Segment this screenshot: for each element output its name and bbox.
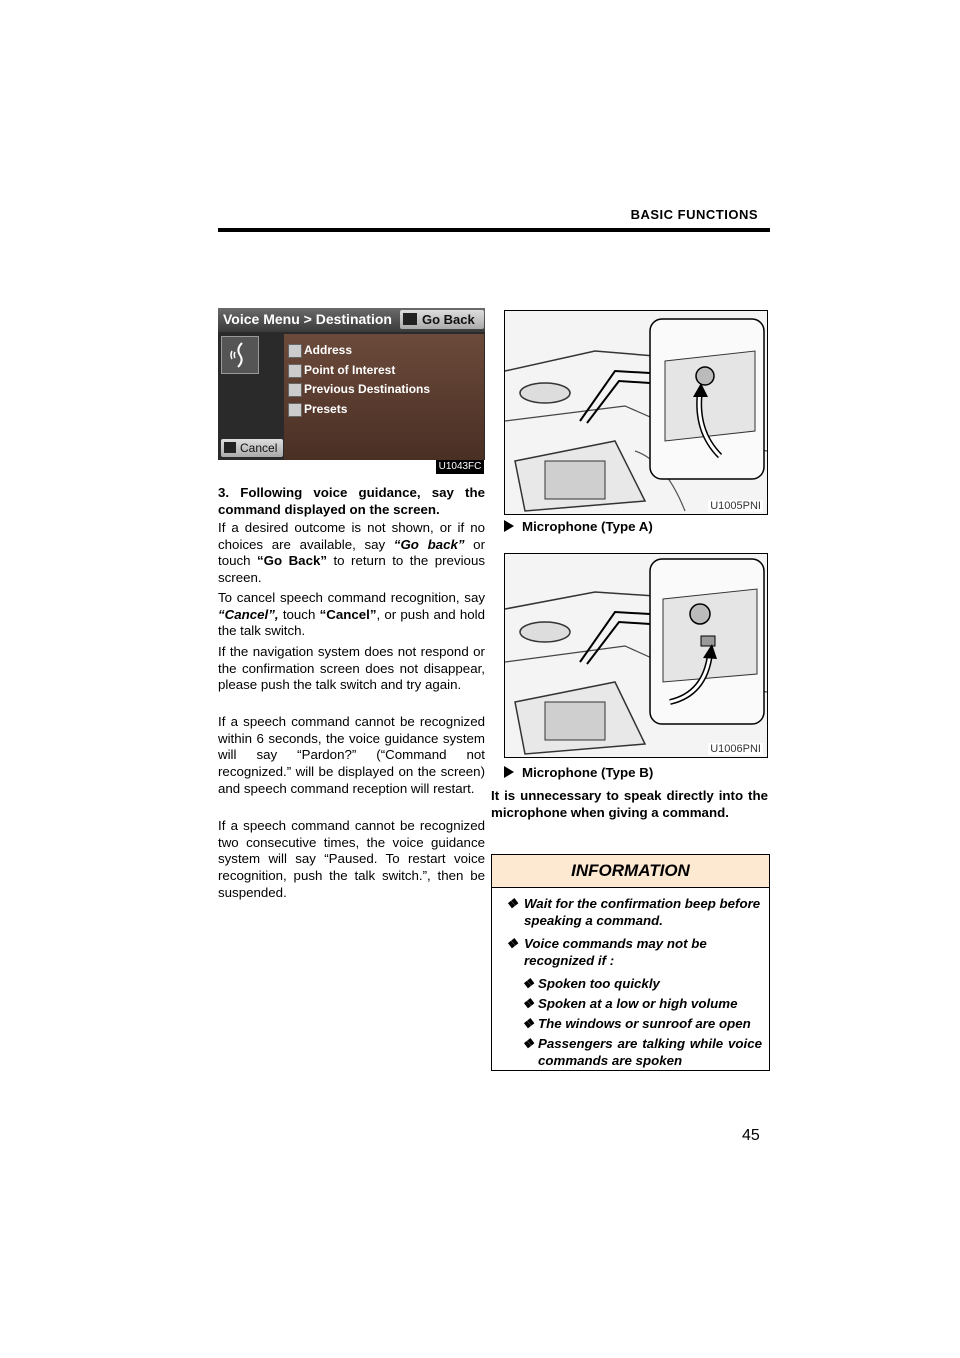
caption-type-b: Microphone (Type B) (504, 765, 653, 780)
bullet-icon: ❖ (522, 996, 534, 1011)
header-rule (218, 228, 770, 232)
paragraph-paused: If a speech command cannot be recognized two consecutive times, the voice guidance system will say “Paused. To restart voice recognition, push the talk switch.”, then be suspended. (218, 818, 485, 900)
photo-a-code: U1005PNI (710, 500, 761, 512)
screen-title: Voice Menu > Destination (223, 311, 392, 327)
info-sub-2: ❖ Spoken at a low or high volume (522, 996, 738, 1011)
image-code: U1043FC (436, 460, 484, 474)
info-bullet-2: ❖ Voice commands may not be recognized if : (506, 936, 707, 968)
menu-item-label: Address (304, 343, 353, 357)
back-icon (403, 313, 417, 325)
info-sub-3: ❖ The windows or sunroof are open (522, 1016, 751, 1031)
caption-type-a: Microphone (Type A) (504, 519, 653, 534)
photo-b-code: U1006PNI (710, 743, 761, 755)
paragraph-no-response: If the navigation system does not respond or the confirmation screen does not disappear, please push the talk switch and try again. (218, 644, 485, 693)
go-back-label: Go Back (422, 312, 475, 327)
menu-item-label: Point of Interest (304, 363, 396, 377)
info-sub-1: ❖ Spoken too quickly (522, 976, 660, 991)
microphone-photo-b (504, 553, 768, 758)
arrow-right-icon (504, 766, 514, 778)
section-title: BASIC FUNCTIONS (630, 207, 758, 222)
paragraph-cancel: To cancel speech command recognition, say “Cancel”, touch “Cancel”, or push and hold the talk switch. (218, 590, 485, 639)
check-icon (288, 403, 302, 417)
arrow-right-icon (504, 520, 514, 532)
information-title: INFORMATION (492, 855, 769, 888)
bullet-icon: ❖ (506, 896, 518, 911)
check-icon (288, 383, 302, 397)
voice-icon (221, 336, 259, 374)
information-box (491, 854, 770, 1071)
menu-panel (284, 334, 484, 460)
voice-menu-screenshot (218, 308, 485, 460)
microphone-note: It is unnecessary to speak directly into the microphone when giving a command. (491, 788, 768, 820)
bullet-icon: ❖ (522, 1036, 534, 1051)
page-number: 45 (742, 1127, 760, 1144)
paragraph-pardon: If a speech command cannot be recognized within 6 seconds, the voice guidance system will say “Pardon?” (“Command not recognized.” will be displayed on the screen) and speech command reception will restart. (218, 714, 485, 796)
microphone-photo-a (504, 310, 768, 515)
info-sub-4: ❖ Passengers are talking while voice commands are spoken (522, 1036, 762, 1068)
paragraph-go-back: If a desired outcome is not shown, or if no choices are available, say “Go back” or touch “Go Back” to return to the previous screen. (218, 520, 486, 586)
cancel-icon (224, 442, 236, 453)
info-bullet-1: ❖ Wait for the confirmation beep before speaking a command. (506, 896, 761, 928)
check-icon (288, 344, 302, 358)
menu-item-label: Presets (304, 402, 348, 416)
bullet-icon: ❖ (522, 976, 534, 991)
screen-title-bar (218, 308, 485, 332)
cancel-label: Cancel (240, 441, 278, 455)
cancel-button[interactable] (221, 439, 283, 457)
check-icon (288, 364, 302, 378)
bullet-icon: ❖ (522, 1016, 534, 1031)
bullet-icon: ❖ (506, 936, 518, 951)
step-heading: 3. Following voice guidance, say the command displayed on the screen. (218, 485, 485, 517)
go-back-button[interactable] (400, 310, 484, 329)
menu-item-label: Previous Destinations (304, 382, 431, 396)
